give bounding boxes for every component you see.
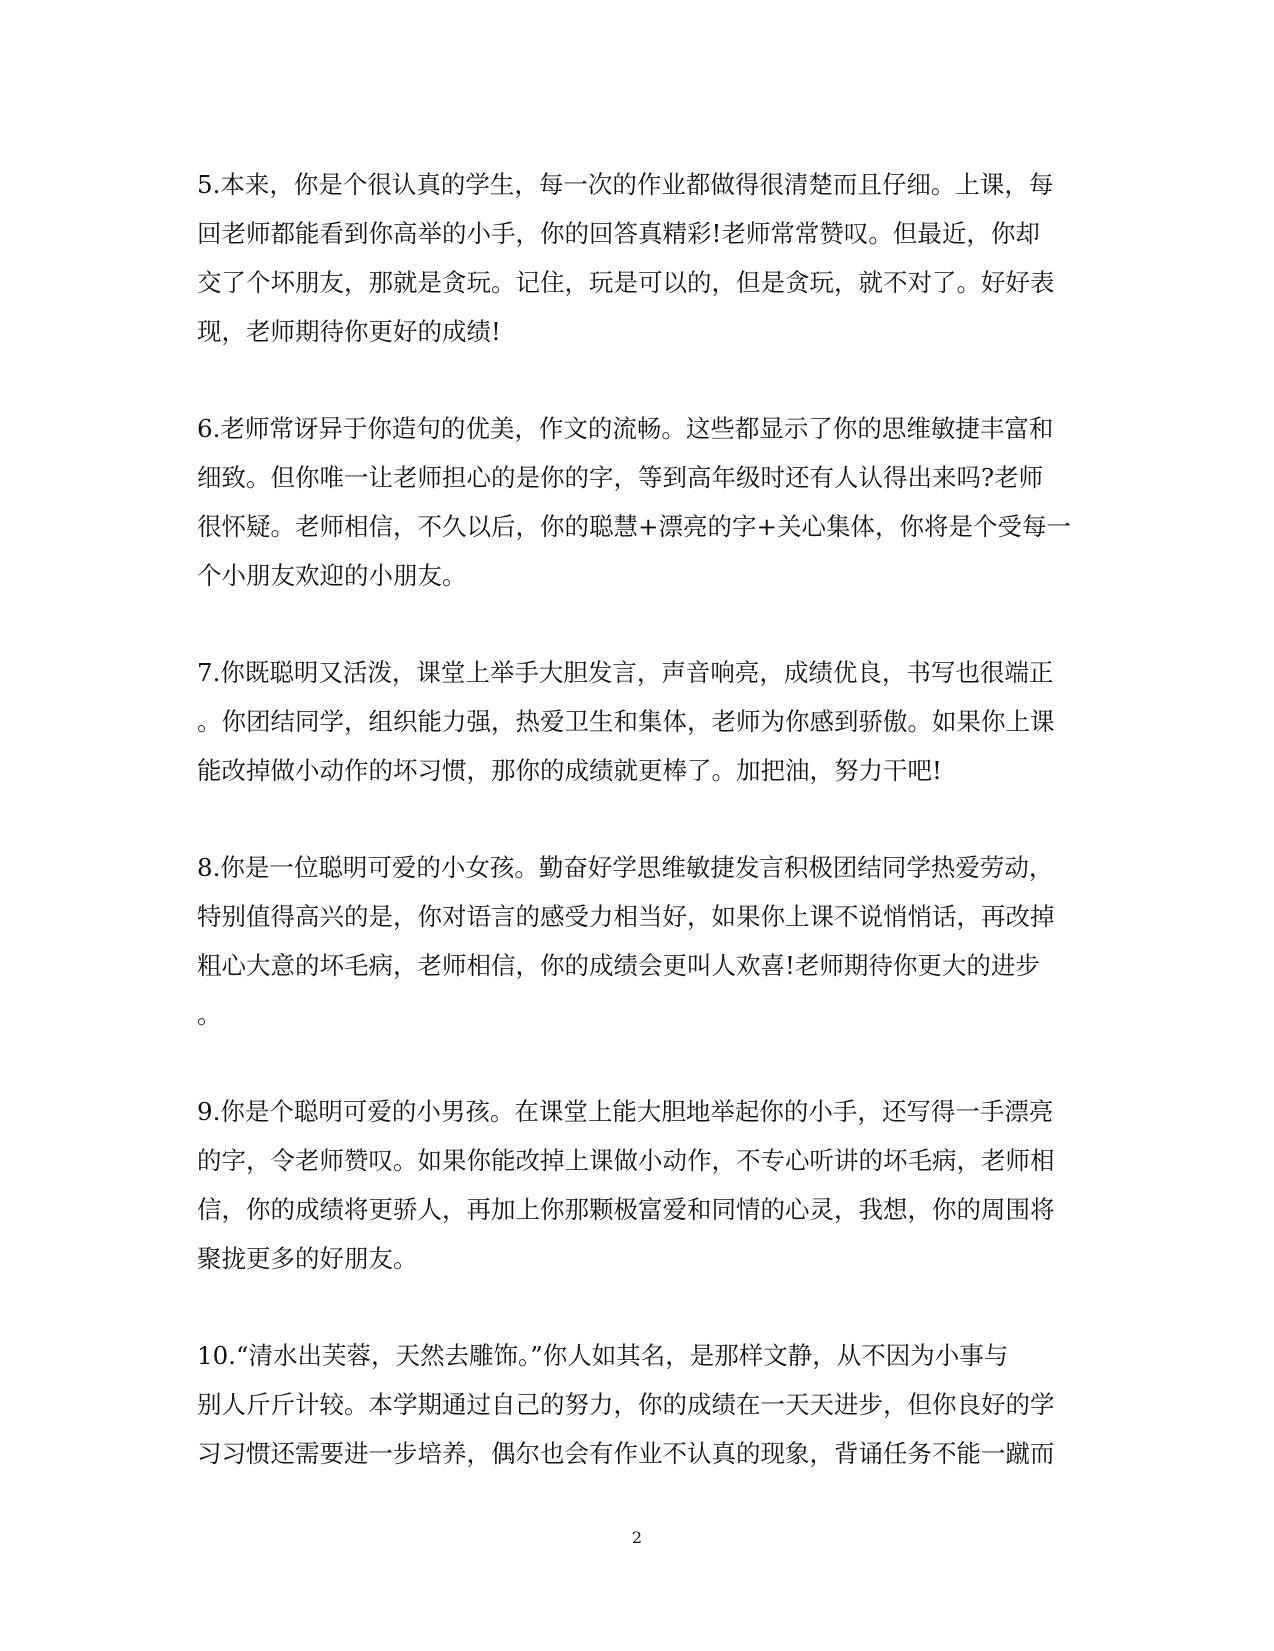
page-content [197, 160, 1075, 1526]
comment-paragraph-8 [197, 843, 1075, 1039]
comment-paragraph-7 [197, 648, 1075, 795]
comment-paragraph-10 [197, 1331, 1075, 1478]
text-line: 的字，令老师赞叹。如果你能改掉上课做小动作，不专心听讲的坏毛病，老师相 [197, 1146, 1055, 1175]
text-line: 习习惯还需要进一步培养，偶尔也会有作业不认真的现象，背诵任务不能一蹴而 [197, 1439, 1055, 1468]
text-line: 能改掉做小动作的坏习惯，那你的成绩就更棒了。加把油，努力干吧! [197, 756, 942, 785]
text-line: 细致。但你唯一让老师担心的是你的字，等到高年级时还有人认得出来吗?老师 [197, 463, 1044, 492]
text-line: 10.“清水出芙蓉，天然去雕饰。”你人如其名，是那样文静，从不因为小事与 [197, 1341, 1009, 1370]
text-line: 很怀疑。老师相信，不久以后，你的聪慧+漂亮的字+关心集体，你将是个受每一 [197, 512, 1072, 541]
text-line: 信，你的成绩将更骄人，再加上你那颗极富爱和同情的心灵，我想，你的周围将 [197, 1195, 1055, 1224]
text-line: 别人斤斤计较。本学期通过自己的努力，你的成绩在一天天进步，但你良好的学 [197, 1390, 1055, 1419]
comment-paragraph-5 [197, 160, 1075, 356]
comment-paragraph-9 [197, 1087, 1075, 1283]
text-line: 9.你是个聪明可爱的小男孩。在课堂上能大胆地举起你的小手，还写得一手漂亮 [197, 1097, 1054, 1126]
text-line: 。 [197, 1000, 222, 1029]
text-line: 5.本来，你是个很认真的学生，每一次的作业都做得很清楚而且仔细。上课，每 [197, 170, 1054, 199]
comment-paragraph-6 [197, 404, 1075, 600]
text-line: 6.老师常讶异于你造句的优美，作文的流畅。这些都显示了你的思维敏捷丰富和 [197, 414, 1054, 443]
text-line: 回老师都能看到你高举的小手，你的回答真精彩!老师常常赞叹。但最近，你却 [197, 219, 1040, 248]
text-line: 个小朋友欢迎的小朋友。 [197, 561, 467, 590]
text-line: 聚拢更多的好朋友。 [197, 1244, 418, 1273]
text-line: 现，老师期待你更好的成绩! [197, 317, 501, 346]
text-line: 8.你是一位聪明可爱的小女孩。勤奋好学思维敏捷发言积极团结同学热爱劳动， [197, 853, 1054, 882]
text-line: 粗心大意的坏毛病，老师相信，你的成绩会更叫人欢喜!老师期待你更大的进步 [197, 951, 1040, 980]
text-line: 交了个坏朋友，那就是贪玩。记住，玩是可以的，但是贪玩，就不对了。好好表 [197, 268, 1055, 297]
text-line: 。你团结同学，组织能力强，热爱卫生和集体，老师为你感到骄傲。如果你上课 [197, 707, 1055, 736]
text-line: 特别值得高兴的是，你对语言的感受力相当好，如果你上课不说悄悄话，再改掉 [197, 902, 1055, 931]
page-number: 2 [631, 1528, 643, 1547]
text-line: 7.你既聪明又活泼，课堂上举手大胆发言，声音响亮，成绩优良，书写也很端正 [197, 658, 1054, 687]
